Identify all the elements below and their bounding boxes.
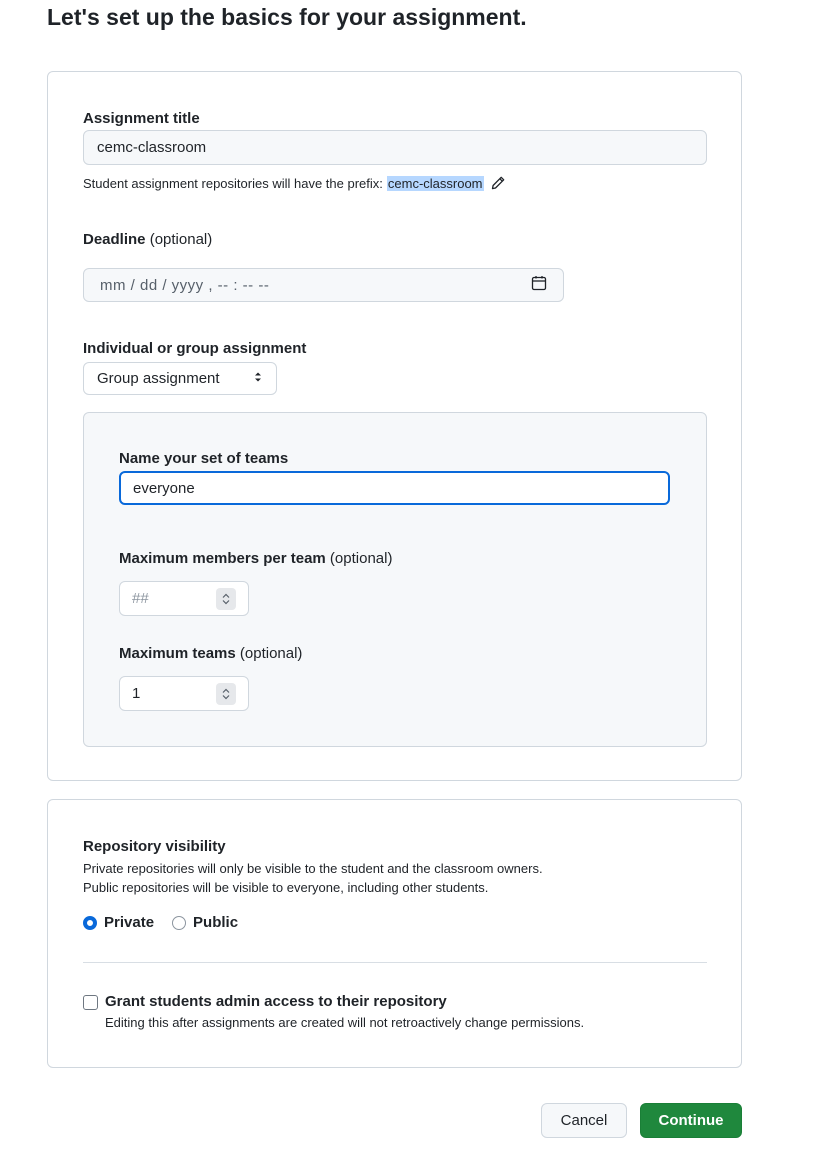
prefix-hint-text: Student assignment repositories will have the prefix: [83, 175, 383, 191]
prefix-hint [83, 175, 506, 191]
max-teams-optional: (optional) [239, 645, 303, 662]
max-members-optional: (optional) [329, 550, 393, 567]
max-members-label [119, 550, 392, 567]
stepper-icon[interactable] [216, 588, 236, 610]
max-teams-label [119, 645, 302, 662]
max-members-label-text: Maximum members per team [119, 550, 326, 567]
assignment-type-selected: Group assignment [97, 370, 220, 387]
max-teams-value: 1 [132, 685, 141, 702]
prefix-value: cemc-classroom [387, 175, 483, 191]
admin-access-label[interactable]: Grant students admin access to their repository [105, 993, 447, 1010]
continue-button[interactable]: Continue [640, 1103, 742, 1138]
stepper-icon[interactable] [216, 683, 236, 705]
team-set-name-label: Name your set of teams [119, 450, 289, 467]
radio-private-label: Private [104, 914, 155, 931]
deadline-input[interactable] [83, 268, 564, 302]
radio-public-label: Public [193, 914, 239, 931]
divider [83, 962, 707, 963]
admin-access-checkbox[interactable] [83, 995, 98, 1010]
deadline-optional: (optional) [149, 231, 213, 248]
assignment-title-input[interactable]: cemc-classroom [83, 130, 707, 165]
radio-public[interactable] [172, 914, 238, 931]
assignment-title-label: Assignment title [83, 110, 200, 127]
visibility-desc-private: Private repositories will only be visible to the student and the classroom owners. [83, 861, 543, 876]
admin-access-desc: Editing this after assignments are created will not retroactively change permissions. [105, 1015, 585, 1030]
page-title: Let's set up the basics for your assignment. [47, 4, 527, 30]
max-members-input[interactable] [119, 581, 249, 616]
pencil-icon[interactable] [490, 175, 506, 191]
team-set-name-input[interactable]: everyone [119, 471, 670, 505]
radio-private-control[interactable] [83, 916, 97, 930]
visibility-label: Repository visibility [83, 838, 226, 855]
calendar-icon[interactable] [531, 275, 547, 295]
repository-visibility-card [47, 799, 742, 1068]
assignment-type-label: Individual or group assignment [83, 340, 307, 357]
radio-private[interactable] [83, 914, 154, 931]
visibility-desc-public: Public repositories will be visible to everyone, including other students. [83, 880, 489, 895]
max-teams-label-text: Maximum teams [119, 645, 236, 662]
assignment-basics-card [47, 71, 742, 781]
cancel-button[interactable]: Cancel [541, 1103, 627, 1138]
max-teams-input[interactable] [119, 676, 249, 711]
deadline-label-text: Deadline [83, 231, 146, 248]
select-arrows-icon [253, 370, 263, 388]
max-members-placeholder: ## [132, 590, 149, 607]
team-settings-panel [83, 412, 707, 747]
deadline-placeholder: mm / dd / yyyy , -- : -- -- [100, 276, 270, 294]
assignment-type-select[interactable] [83, 362, 277, 395]
visibility-radio-group [83, 914, 256, 931]
radio-public-control[interactable] [172, 916, 186, 930]
deadline-label [83, 231, 212, 248]
